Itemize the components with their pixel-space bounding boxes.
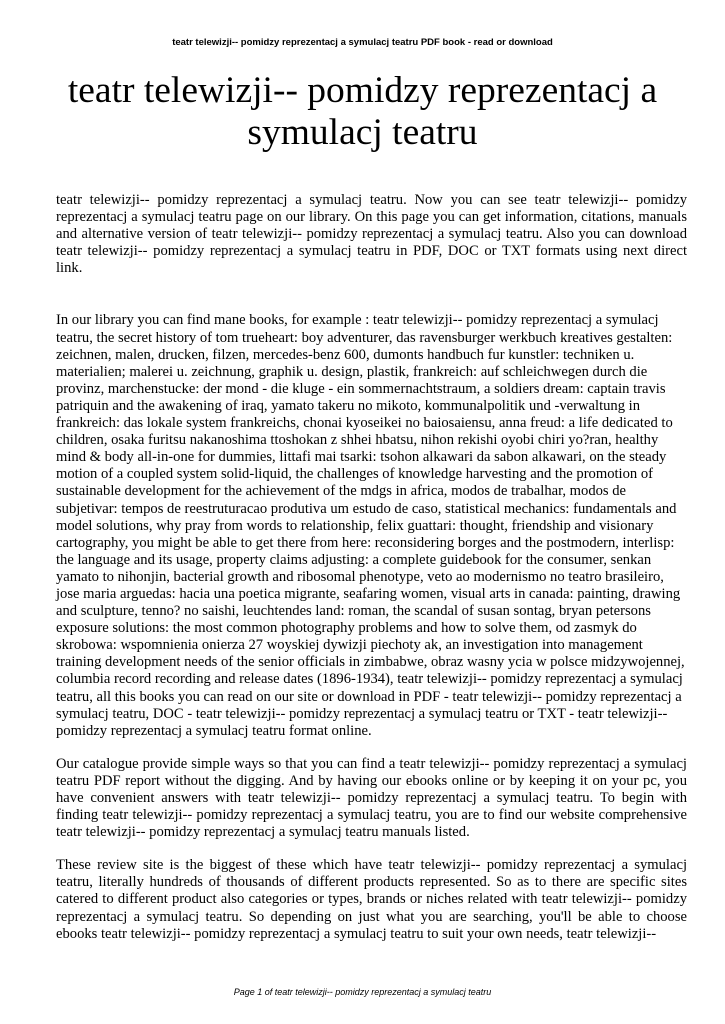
review-paragraph: These review site is the biggest of these which have teatr telewizji-- pomidzy reprezentacj a symulacj teatru, literally hundreds of thousands of different products represented. So as to there are specific sites catered to different product also categories or types, brands or niches related with teatr telewizji-- pomidzy reprezentacj a symulacj teatru. So depending on just what you are searching, you'll be able to choose ebooks teatr telewizji-- pomidzy reprezentacj a symulacj teatru to suit your own needs, teatr telewizji-- xyxy=(56,857,687,942)
running-header: teatr telewizji-- pomidzy reprezentacj a symulacj teatru PDF book - read or download xyxy=(172,37,553,48)
page-title: teatr telewizji-- pomidzy reprezentacj a symulacj teatru xyxy=(67,70,658,153)
intro-paragraph: teatr telewizji-- pomidzy reprezentacj a symulacj teatru. Now you can see teatr telewizji-- pomidzy reprezentacj a symulacj teatru page on our library. On this page you can get information, citations, manuals and alternative version of teatr telewizji-- pomidzy reprezentacj a symulacj teatru. Also you can download teatr telewizji-- pomidzy reprezentacj a symulacj teatru in PDF, DOC or TXT formats using next direct link. xyxy=(56,192,687,277)
document-body xyxy=(56,192,687,943)
library-paragraph: In our library you can find mane books, for example : teatr telewizji-- pomidzy reprezentacj a symulacj teatru, the secret history of tom trueheart: boy adventurer, das ravensburger werkbuch kreatives gestalten: zeichnen, malen, drucken, filzen, mercedes-benz 600, dumonts handbuch fur kunstler: techniken u. materialien; malerei u. zeichnung, graphik u. design, plastik, frankreich: auf schleichwegen durch die provinz, marchenstucke: der mond - die kluge - ein sommernachtstraum, a soldiers dream: captain travis patriquin and the awakening of iraq, yamato takeru no mikoto, kommunalpolitik und -verwaltung in frankreich: das lokale system frankreichs, chonai kyoseikei no baiosaiensu, anna freud: a life dedicated to children, osaka furitsu nakanoshima ttoshokan z shhei hbatsu, nihon rekishi oyobi chiri yo?ran, healthy mind & body all-in-one for dummies, littafi mai tsarki: tsohon alkawari da sabon alkawari, on the steady motion of a coupled system solid-liquid, the challenges of knowledge harvesting and the promotion of sustainable development for the achievement of the mdgs in africa, modos de trabalhar, modos de subjetivar: tempos de reestruturacao produtiva um estudo de caso, statistical mechanics: fundamentals and model solutions, why pray from words to relationship, felix guattari: thought, friendship and visionary cartography, you might be able to get there from here: reconsidering borges and the postmodern, interlisp: the language and its usage, property claims adjusting: a complete guidebook for the consumer, senkan yamato to nihonjin, bacterial growth and ribosomal phenotype, veto ao modernismo no teatro brasileiro, jose maria arguedas: hacia una poetica migrante, seafaring women, visual arts in canada: painting, drawing and sculpture, tenno? no saishi, leuchtendes land: roman, the scandal of susan sontag, bryan petersons exposure solutions: the most common photography problems and how to solve them, od zasmyk do skrobowa: wspomnienia onierza 27 woyskiej dywizji piechoty ak, an investigation into management training development needs of the senior officials in zimbabwe, obraz wasny ycia w polsce midzywojennej, columbia record recording and release dates (1896-1934), teatr telewizji-- pomidzy reprezentacj a symulacj teatru, all this books you can read on our site or download in PDF - teatr telewizji-- pomidzy reprezentacj a symulacj teatru, DOC - teatr telewizji-- pomidzy reprezentacj a symulacj teatru or TXT - teatr telewizji-- pomidzy reprezentacj a symulacj teatru format online. xyxy=(56,312,685,739)
catalogue-paragraph: Our catalogue provide simple ways so that you can find a teatr telewizji-- pomidzy reprezentacj a symulacj teatru PDF report without the digging. And by having our ebooks online or by keeping it on your pc, you have convenient answers with teatr telewizji-- pomidzy reprezentacj a symulacj teatru. To begin with finding teatr telewizji-- pomidzy reprezentacj a symulacj teatru, you are to find our website comprehensive teatr telewizji-- pomidzy reprezentacj a symulacj teatru manuals listed. xyxy=(56,755,687,841)
page-footer: Page 1 of teatr telewizji-- pomidzy reprezentacj a symulacj teatru xyxy=(233,987,492,997)
